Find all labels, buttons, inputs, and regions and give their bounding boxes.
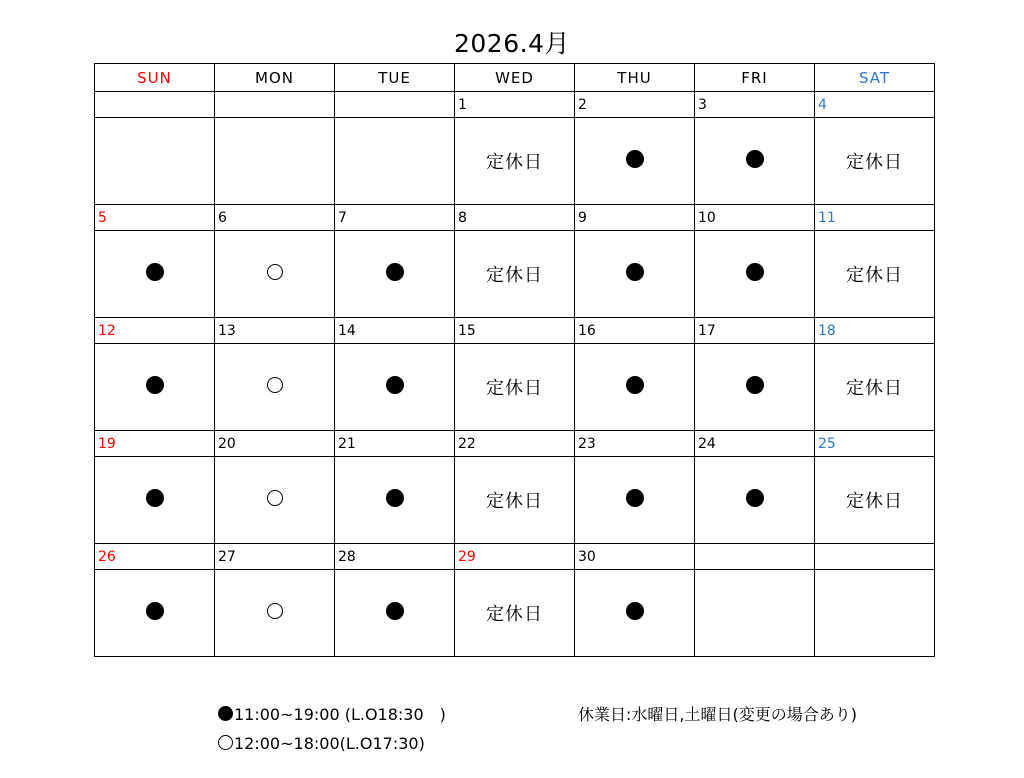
legend-filled-hours: 11:00~19:00 (L.O18:30 )	[234, 705, 446, 724]
date-number-row	[95, 318, 935, 344]
day-status-cell	[695, 570, 815, 657]
filled-circle-icon	[146, 489, 164, 507]
closed-day-label: 定休日	[486, 604, 543, 625]
filled-circle-icon	[386, 602, 404, 620]
day-status-cell	[815, 118, 935, 205]
status-row	[95, 344, 935, 431]
day-status-cell	[215, 457, 335, 544]
day-status-cell	[455, 344, 575, 431]
filled-circle-icon	[146, 602, 164, 620]
filled-circle-icon	[626, 263, 644, 281]
date-number	[335, 92, 455, 118]
date-number: 3	[695, 92, 815, 118]
date-number: 21	[335, 431, 455, 457]
day-status-cell	[335, 457, 455, 544]
filled-circle-icon	[626, 376, 644, 394]
filled-circle-icon	[218, 706, 233, 721]
day-status-cell	[95, 344, 215, 431]
date-number: 14	[335, 318, 455, 344]
weekday-fri: FRI	[695, 64, 815, 92]
day-status-cell	[695, 231, 815, 318]
day-status-cell	[215, 118, 335, 205]
day-status-cell	[575, 231, 695, 318]
date-number: 7	[335, 205, 455, 231]
filled-circle-icon	[146, 376, 164, 394]
day-status-cell	[695, 118, 815, 205]
date-number: 10	[695, 205, 815, 231]
day-status-cell	[335, 344, 455, 431]
day-status-cell	[695, 457, 815, 544]
day-status-cell	[695, 344, 815, 431]
calendar-title: 2026.4月	[454, 29, 570, 58]
weekday-sun: SUN	[95, 64, 215, 92]
status-row	[95, 457, 935, 544]
weekday-tue: TUE	[335, 64, 455, 92]
date-number	[215, 92, 335, 118]
date-number: 1	[455, 92, 575, 118]
closed-day-label: 定休日	[486, 265, 543, 286]
date-number: 13	[215, 318, 335, 344]
legend-open-hours: 12:00~18:00(L.O17:30)	[234, 734, 425, 753]
day-status-cell	[215, 570, 335, 657]
weekday-mon: MON	[215, 64, 335, 92]
filled-circle-icon	[386, 489, 404, 507]
weekday-wed: WED	[455, 64, 575, 92]
closed-day-label: 定休日	[846, 152, 903, 173]
date-number-row	[95, 205, 935, 231]
weekday-sat: SAT	[815, 64, 935, 92]
day-status-cell	[815, 344, 935, 431]
date-number: 25	[815, 431, 935, 457]
filled-circle-icon	[146, 263, 164, 281]
filled-circle-icon	[626, 150, 644, 168]
day-status-cell	[575, 457, 695, 544]
filled-circle-icon	[746, 150, 764, 168]
date-number-row	[95, 92, 935, 118]
date-number-row	[95, 544, 935, 570]
closed-day-label: 定休日	[486, 491, 543, 512]
date-number: 4	[815, 92, 935, 118]
day-status-cell	[815, 457, 935, 544]
open-circle-icon	[218, 735, 233, 750]
weekday-thu: THU	[575, 64, 695, 92]
date-number: 26	[95, 544, 215, 570]
closed-day-label: 定休日	[846, 265, 903, 286]
filled-circle-icon	[386, 263, 404, 281]
day-status-cell	[215, 231, 335, 318]
date-number: 2	[575, 92, 695, 118]
filled-circle-icon	[746, 263, 764, 281]
day-status-cell	[95, 118, 215, 205]
closed-day-label: 定休日	[846, 491, 903, 512]
legend-filled	[218, 702, 446, 725]
date-number: 11	[815, 205, 935, 231]
day-status-cell	[575, 344, 695, 431]
date-number: 28	[335, 544, 455, 570]
filled-circle-icon	[386, 376, 404, 394]
date-number: 15	[455, 318, 575, 344]
day-status-cell	[455, 570, 575, 657]
calendar-grid	[94, 63, 935, 657]
day-status-cell	[335, 570, 455, 657]
day-status-cell	[215, 344, 335, 431]
closed-day-label: 定休日	[846, 378, 903, 399]
date-number: 20	[215, 431, 335, 457]
day-status-cell	[455, 118, 575, 205]
legend-open	[218, 734, 425, 753]
day-status-cell	[575, 570, 695, 657]
day-status-cell	[335, 231, 455, 318]
date-number: 18	[815, 318, 935, 344]
open-circle-icon	[267, 603, 283, 619]
date-number: 6	[215, 205, 335, 231]
date-number	[95, 92, 215, 118]
status-row	[95, 570, 935, 657]
day-status-cell	[815, 570, 935, 657]
day-status-cell	[95, 457, 215, 544]
weekday-header-row	[95, 64, 935, 92]
date-number: 29	[455, 544, 575, 570]
date-number: 27	[215, 544, 335, 570]
date-number	[815, 544, 935, 570]
date-number: 24	[695, 431, 815, 457]
filled-circle-icon	[626, 602, 644, 620]
date-number: 12	[95, 318, 215, 344]
day-status-cell	[455, 231, 575, 318]
day-status-cell	[95, 570, 215, 657]
date-number: 5	[95, 205, 215, 231]
date-number	[695, 544, 815, 570]
status-row	[95, 118, 935, 205]
date-number: 9	[575, 205, 695, 231]
legend-closed-days: 休業日:水曜日,土曜日(変更の場合あり)	[578, 705, 857, 724]
open-circle-icon	[267, 377, 283, 393]
date-number: 30	[575, 544, 695, 570]
open-circle-icon	[267, 490, 283, 506]
date-number: 8	[455, 205, 575, 231]
day-status-cell	[575, 118, 695, 205]
date-number: 17	[695, 318, 815, 344]
filled-circle-icon	[746, 376, 764, 394]
date-number: 23	[575, 431, 695, 457]
closed-day-label: 定休日	[486, 378, 543, 399]
date-number: 19	[95, 431, 215, 457]
date-number: 16	[575, 318, 695, 344]
day-status-cell	[815, 231, 935, 318]
filled-circle-icon	[626, 489, 644, 507]
date-number-row	[95, 431, 935, 457]
open-circle-icon	[267, 264, 283, 280]
filled-circle-icon	[746, 489, 764, 507]
day-status-cell	[455, 457, 575, 544]
status-row	[95, 231, 935, 318]
day-status-cell	[95, 231, 215, 318]
date-number: 22	[455, 431, 575, 457]
closed-day-label: 定休日	[486, 152, 543, 173]
day-status-cell	[335, 118, 455, 205]
